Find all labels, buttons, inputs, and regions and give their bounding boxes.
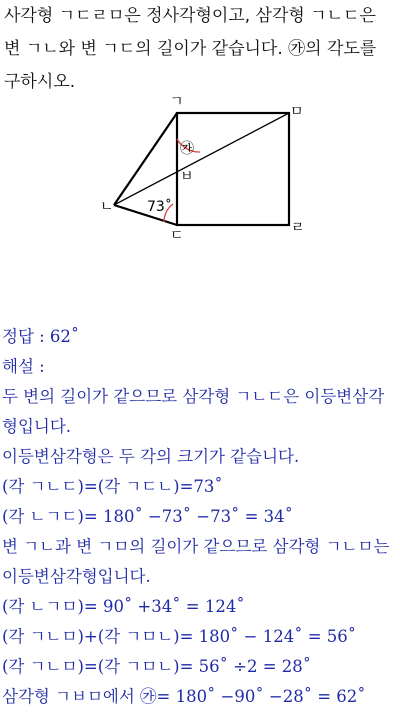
question-line-2: 변 ㄱㄴ와 변 ㄱㄷ의 길이가 같습니다. ㉮의 각도를 (4, 39, 377, 59)
solution-line: (각 ㄱㄴㅁ)+(각 ㄱㅁㄴ)= 180˚ − 124˚ = 56˚ (2, 627, 357, 646)
angle-label-73: 73˚ (147, 199, 172, 215)
geometry-figure (95, 95, 310, 245)
solution-line: 두 변의 길이가 같으므로 삼각형 ㄱㄴㄷ은 이등변삼각 (2, 387, 385, 406)
solution-line: (각 ㄴㄱㄷ)= 180˚ −73˚ −73˚ = 34˚ (2, 507, 293, 526)
square-gdrm (177, 113, 289, 225)
solution-line: (각 ㄱㄴㄷ)=(각 ㄱㄷㄴ)=73˚ (2, 477, 223, 496)
label-n: ㄴ (100, 199, 114, 215)
label-b: ㅂ (180, 169, 194, 185)
solution-line: 삼각형 ㄱㅂㅁ에서 ㉮= 180˚ −90˚ −28˚ = 62˚ (2, 687, 366, 706)
label-d: ㄷ (170, 228, 184, 244)
question-line-3: 구하시오. (4, 72, 76, 92)
solution-line: 이등변삼각형은 두 각의 크기가 같습니다. (2, 447, 300, 466)
explanation-heading: 해설 : (2, 357, 45, 376)
solution-text (2, 322, 398, 712)
label-m: ㅁ (290, 104, 304, 120)
question-text (4, 0, 396, 99)
solution-line: 변 ㄱㄴ과 변 ㄱㅁ의 길이가 같으므로 삼각형 ㄱㄴㅁ는 (2, 537, 390, 556)
solution-line: 형입니다. (2, 417, 72, 436)
label-g: ㄱ (170, 95, 184, 110)
solution-line: (각 ㄱㄴㅁ)=(각 ㄱㅁㄴ)= 56˚ ÷2 = 28˚ (2, 657, 312, 676)
solution-line: (각 ㄴㄱㅁ)= 90˚ +34˚ = 124˚ (2, 597, 245, 616)
side-gn (114, 113, 177, 205)
answer-line: 정답 : 62˚ (2, 327, 80, 346)
question-line-1: 사각형 ㄱㄷㄹㅁ은 정사각형이고, 삼각형 ㄱㄴㄷ은 (4, 6, 376, 26)
solution-line: 이등변삼각형입니다. (2, 567, 151, 586)
label-r: ㄹ (291, 220, 305, 236)
label-ga: ㉮ (180, 141, 194, 157)
segment-nm (114, 113, 289, 205)
